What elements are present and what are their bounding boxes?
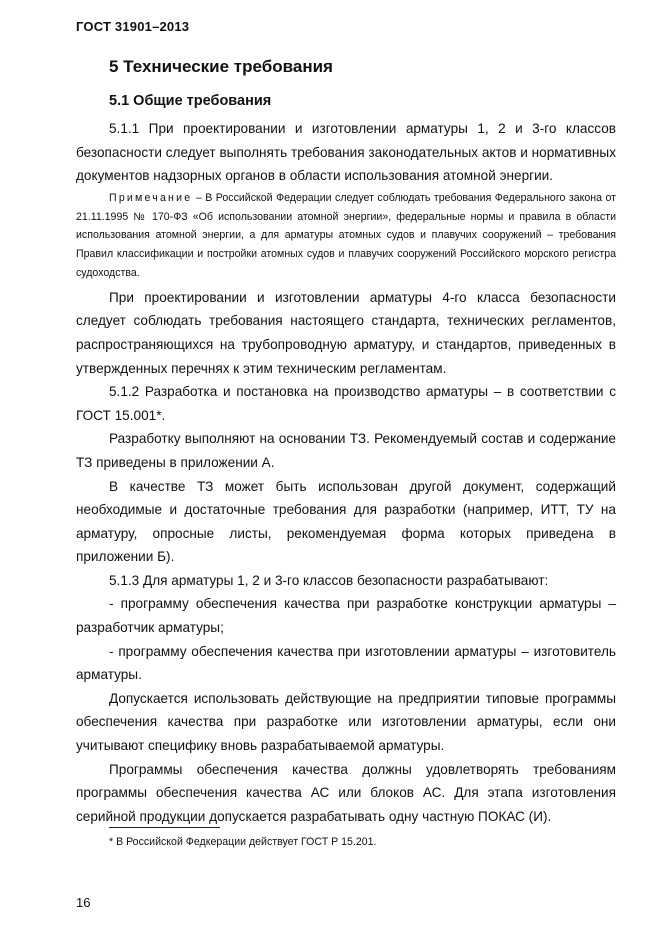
note-paragraph — [76, 189, 616, 283]
page-number: 16 — [76, 895, 91, 910]
footnote-divider — [109, 827, 220, 828]
body-text — [76, 117, 616, 828]
paragraph-5-1-1: 5.1.1 При проектировании и изготовлении арматуры 1, 2 и 3-го классов безопасности следует выполнять требования законодательных актов и нормативных документов надзорных органов в области использования атомной энергии. — [76, 121, 616, 184]
paragraph-5-1-2: 5.1.2 Разработка и постановка на производство арматуры – в соответствии с ГОСТ 15.001*. — [76, 384, 616, 423]
list-item-design-program: - программу обеспечения качества при разработке конструкции арматуры – разработчик арматуры; — [76, 596, 616, 636]
note-label: Примечание — [109, 191, 193, 204]
footnote: * В Российской Федкерации действует ГОСТ Р 15.201. — [109, 836, 377, 848]
document-header: ГОСТ 31901–2013 — [76, 19, 190, 34]
list-item-manufacturing-program: - программу обеспечения качества при изготовлении арматуры – изготовитель арматуры. — [76, 643, 616, 683]
paragraph-5-1-3: 5.1.3 Для арматуры 1, 2 и 3-го классов безопасности разрабатывают: — [109, 572, 549, 588]
section-title: 5 Технические требования — [109, 57, 333, 76]
paragraph-tz-basis: Разработку выполняют на основании ТЗ. Рекомендуемый состав и содержание ТЗ приведены в приложении А. — [76, 431, 616, 470]
note-text: – В Российской Федерации следует соблюдать требования Федерального закона от 21.11.1995 № 170-ФЗ «Об использовании атомной энергии», федеральные нормы и правила в области использования атомной энергии, а для арматуры атомных судов и плавучих сооружений – требования Правил классификации и постройки атомных судов и плавучих сооружений Российского морского регистра судоходства. — [76, 191, 616, 279]
paragraph-typical-programs: Допускается использовать действующие на предприятии типовые программы обеспечения качества при разработке или изготовлении арматуры, если они учитывают специфику вновь разрабатываемой арматуры. — [76, 690, 616, 754]
paragraph-tz-alternative: В качестве ТЗ может быть использован другой документ, содержащий необходимые и достаточные требования для разработки (например, ИТТ, ТУ на арматуру, опросные листы, рекомендуемая форма которых приведена в приложении Б). — [76, 478, 616, 565]
paragraph-class-4: При проектировании и изготовлении арматуры 4-го класса безопасности следует соблюдать требования настоящего стандарта, технических регламентов, распространяющихся на трубопроводную арматуру, и стандартов, приведенных в утвержденных перечнях к этим техническим регламентам. — [76, 289, 616, 376]
subsection-title: 5.1 Общие требования — [109, 93, 272, 109]
paragraph-pokas: Программы обеспечения качества должны удовлетворять требованиям программы обеспечения качества АС или блоков АС. Для этапа изготовления серийной продукции допускается разрабатывать одну частную ПОКАС (И). — [76, 761, 616, 824]
